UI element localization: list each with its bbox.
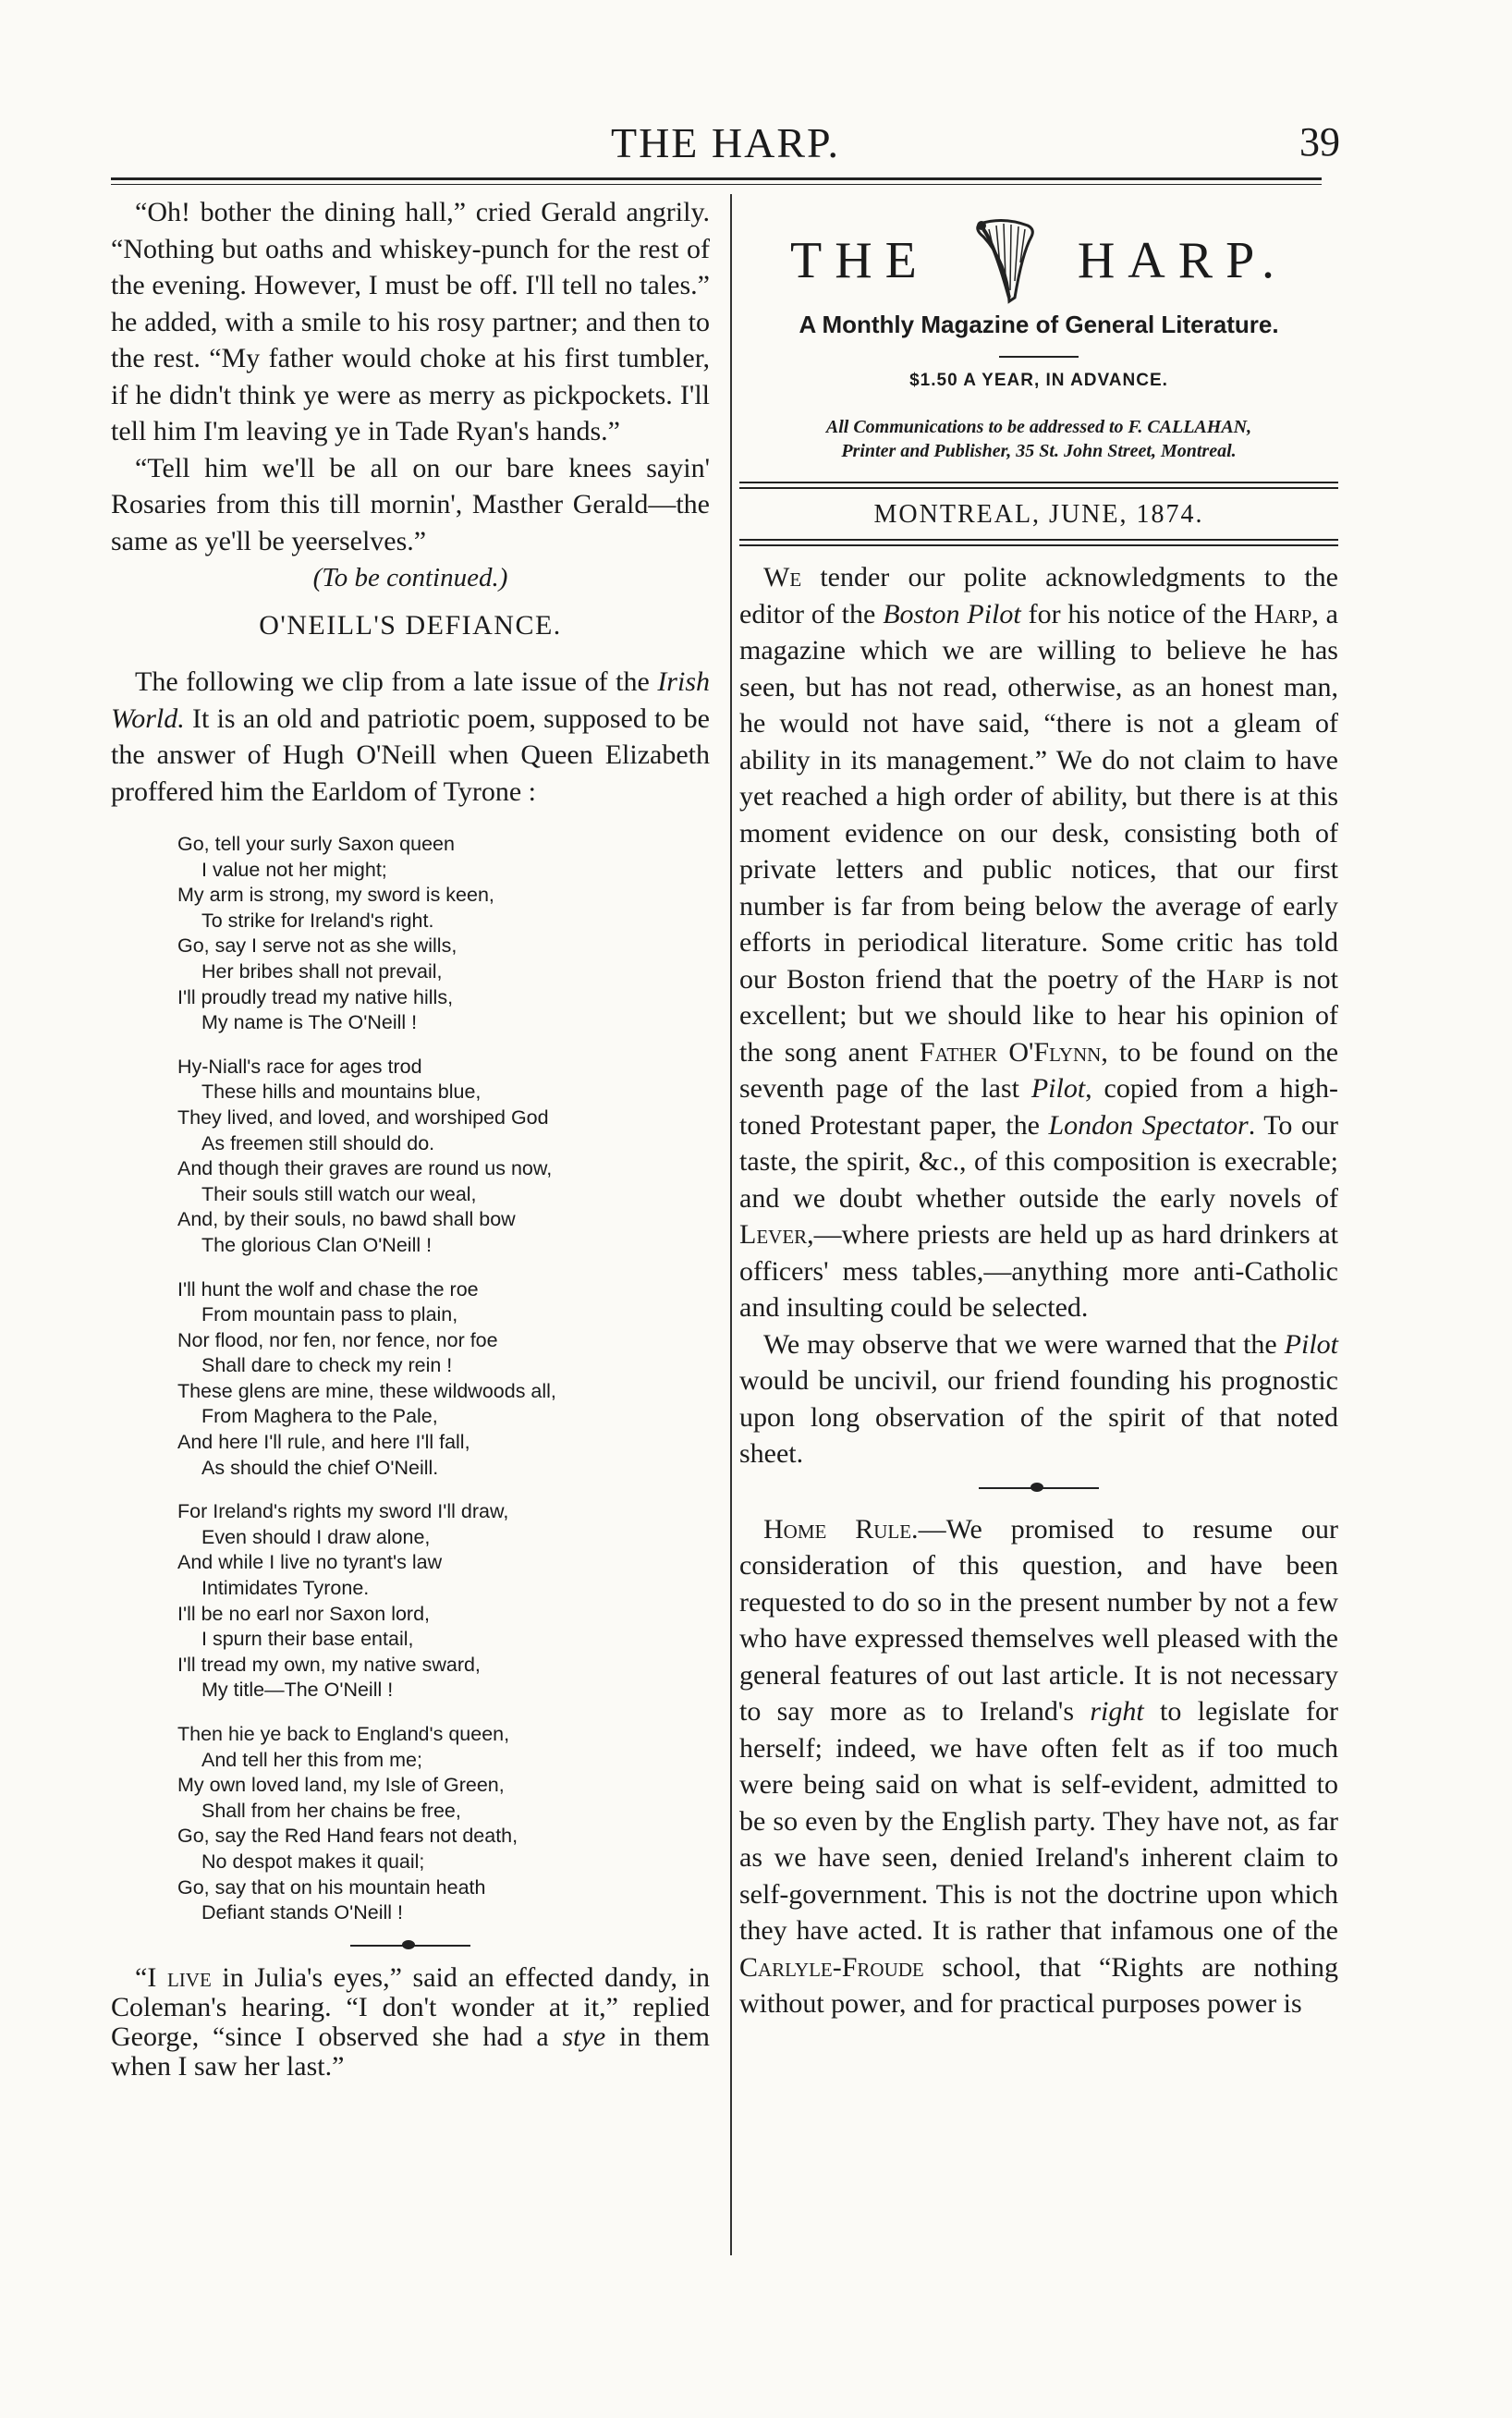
poem-line: I'll proudly tread my native hills, [177, 985, 454, 1008]
text-run: —We promised to resume our consideration of this question, and have been requested to do so in the present number by not a few who have expressed themselves well pleased with the general features of out last article. It is not necessary to say more as to Ireland's [739, 1513, 1338, 1727]
poem-line: Even should I draw alone, [201, 1525, 431, 1548]
text-run: to legislate for herself; indeed, we have often felt as if too much were being said on what is self-evident, admitted to be so even by the English party. They have not, as far as we have seen, denied Ireland's inherent claim to self-government. This is not the doctrine upon which they have acted. It is rather that infamous one of the [739, 1696, 1338, 1946]
italic-run: London Spectator [1048, 1109, 1249, 1141]
italic-run: right [1090, 1696, 1144, 1727]
to-be-continued: (To be continued.) [312, 563, 508, 592]
double-rule [739, 539, 1338, 546]
text-run: , a magazine which we are willing to believe he has seen, but has not read, otherwise, as an honest man, he would not have said, “there is not a gleam of ability in its management.” We do not claim to have yet reached a high order of ability, but there is at this moment evidence on our desk, consisting both of private letters and public notices, that our first number is far from being below the average of early efforts in periodical literature. Some critic has told our Boston friend that the poetry of the [739, 598, 1338, 995]
poem-line: Defiant stands O'Neill ! [201, 1901, 404, 1924]
ornament-divider [350, 1945, 470, 1950]
poem-line: My title—The O'Neill ! [201, 1679, 394, 1702]
poem-line: My name is The O'Neill ! [201, 1011, 418, 1034]
text-run: is not excellent; but we should like to hear his opinion of the song anent [739, 963, 1338, 1068]
address-line: Printer and Publisher, 35 St. John Street, Montreal. [841, 441, 1237, 461]
masthead-title-right: HARP. [1077, 232, 1288, 289]
home-rule-paragraph [739, 1511, 1338, 2022]
poem [177, 832, 710, 1926]
italic-run: Pilot [1030, 1073, 1086, 1104]
text-run: school, that “Rights are nothing without power, and for practical purposes power is [739, 1951, 1338, 2019]
subscription-price: $1.50 A YEAR, IN ADVANCE. [909, 371, 1168, 390]
editorial-paragraph [739, 559, 1338, 1326]
ornament-divider [979, 1487, 1099, 1493]
text-run: would be uncivil, our friend founding his prognostic upon long observation of the spirit of that noted sheet. [739, 1365, 1338, 1469]
smallcaps-run: Father O'Flynn [919, 1036, 1102, 1068]
italic-run: Pilot [1284, 1328, 1338, 1360]
anecdote-text: in them when I saw her last.” [111, 2021, 710, 2082]
poem-line: These hills and mountains blue, [201, 1081, 482, 1104]
text-run: , copied from a high-toned Protestant paper, the [739, 1073, 1338, 1141]
smallcaps-run: Harp [1206, 963, 1264, 995]
anecdote-smallcaps: live [166, 1961, 212, 1993]
poem-line: I'll hunt the wolf and chase the roe [177, 1277, 479, 1301]
poem-title: O'NEILL'S DEFIANCE. [259, 610, 562, 641]
intro-text: It is an old and patriotic poem, supposed to be the answer of Hugh O'Neill when Queen Elizabeth proffered him the Earldom of Tyrone : [111, 702, 710, 807]
smallcaps-run: Carlyle-Froude [739, 1951, 924, 1983]
poem-line: And while I live no tyrant's law [177, 1551, 443, 1574]
poem-line: I value not her might; [201, 858, 387, 881]
double-rule [739, 482, 1338, 489]
right-column [739, 194, 1338, 2022]
poem-stanza [177, 832, 710, 1036]
poem-line: Their souls still watch our weal, [201, 1182, 477, 1205]
poem-line: Go, tell your surly Saxon queen [177, 833, 455, 855]
poem-line: Go, say I serve not as she wills, [177, 934, 457, 958]
header-rule-thin [111, 184, 1322, 185]
poem-line: Go, say that on his mountain heath [177, 1875, 486, 1899]
poem-line: These glens are mine, these wildwoods all, [177, 1379, 556, 1402]
text-run: , to be found on the seventh page of the last [739, 1036, 1339, 1104]
anecdote-text: “I [135, 1961, 167, 1993]
running-header [111, 118, 1340, 174]
smallcaps-run: Lever [739, 1219, 808, 1250]
column-divider [730, 194, 732, 2255]
masthead-title-left: THE [789, 232, 930, 289]
poem-intro [111, 664, 710, 810]
italic-run: Boston Pilot [883, 598, 1021, 629]
editorial-paragraph [739, 1326, 1338, 1472]
text-run: for his notice of the [1020, 598, 1254, 629]
poem-stanza [177, 1722, 710, 1926]
poem-line: Nor flood, nor fen, nor fence, nor foe [177, 1328, 498, 1351]
masthead-title [739, 216, 1338, 305]
poem-line: I'll tread my own, my native sward, [177, 1653, 481, 1676]
poem-line: And tell her this from me; [201, 1748, 422, 1771]
poem-line: I spurn their base entail, [201, 1628, 414, 1651]
poem-line: The glorious Clan O'Neill ! [201, 1233, 433, 1256]
poem-line: From Maghera to the Pale, [201, 1405, 438, 1428]
poem-line: They lived, and loved, and worshiped God [177, 1105, 549, 1129]
lead-word: We [763, 562, 802, 592]
smallcaps-run: Harp [1253, 598, 1312, 629]
publisher-address [739, 415, 1338, 463]
short-rule [999, 356, 1079, 358]
poem-line: To strike for Ireland's right. [201, 909, 434, 932]
masthead-subtitle: A Monthly Magazine of General Literature. [799, 311, 1279, 338]
poem-line: As should the chief O'Neill. [201, 1456, 439, 1479]
poem-line: My arm is strong, my sword is keen, [177, 884, 494, 907]
harp-icon [967, 216, 1041, 305]
poem-line: Go, say the Red Hand fears not death, [177, 1825, 518, 1848]
left-column [111, 194, 710, 2082]
poem-stanza [177, 1499, 710, 1704]
poem-line: Intimidates Tyrone. [201, 1577, 370, 1600]
running-title: THE HARP. [610, 119, 841, 166]
poem-line: And here I'll rule, and here I'll fall, [177, 1431, 470, 1454]
text-run: . To our taste, the spirit, &c., of this composition is execrable; and we doubt whether outside the early novels of [739, 1109, 1338, 1214]
text-run: We may observe that we were warned that the [763, 1328, 1285, 1360]
intro-italic: Irish World. [111, 666, 710, 734]
poem-line: From mountain pass to plain, [201, 1303, 458, 1326]
poem-stanza [177, 1277, 710, 1482]
dateline: MONTREAL, JUNE, 1874. [873, 500, 1204, 529]
smallcaps-run: Home Rule. [763, 1513, 919, 1545]
poem-line: Shall dare to check my rein ! [201, 1354, 453, 1377]
story-paragraph: “Tell him we'll be all on our bare knees sayin' Rosaries from this till mornin', Masther Gerald—the same as ye'll be yeerselves.” [111, 452, 710, 556]
poem-line: And though their graves are round us now, [177, 1157, 553, 1180]
address-line: All Communications to be addressed to F. CALLAHAN, [825, 417, 1252, 437]
poem-line: Her bribes shall not prevail, [201, 959, 443, 983]
poem-line: For Ireland's rights my sword I'll draw, [177, 1500, 509, 1523]
text-run: ,—where priests are held up as hard drinkers at officers' mess tables,—anything more anti-Catholic and insulting could be selected. [739, 1219, 1338, 1323]
anecdote-italic: stye [562, 2021, 606, 2052]
header-rule [111, 177, 1322, 180]
anecdote-text: in Julia's eyes,” said an effected dandy, in Coleman's hearing. “I don't wonder at it,” replied George, “since I observed she had a [111, 1961, 710, 2052]
masthead [739, 216, 1338, 463]
story-paragraph: “Oh! bother the dining hall,” cried Gerald angrily. “Nothing but oaths and whiskey-punch for the rest of the evening. However, I must be off. I'll tell no tales.” he added, with a smile to his rosy partner; and then to the rest. “My father would choke at his first tumbler, if he didn't think ye were as merry as pickpockets. I'll tell him I'm leaving ye in Tade Ryan's hands.” [111, 197, 710, 446]
text-run: tender our polite acknowledgments to the editor of the [739, 562, 1338, 629]
poem-line: Then hie ye back to England's queen, [177, 1723, 510, 1745]
poem-line: No despot makes it quail; [201, 1850, 425, 1873]
poem-line: As freemen still should do. [201, 1131, 435, 1154]
poem-stanza [177, 1055, 710, 1259]
poem-line: I'll be no earl nor Saxon lord, [177, 1602, 431, 1625]
poem-line: My own loved land, my Isle of Green, [177, 1774, 505, 1797]
anecdote [111, 1963, 710, 2082]
poem-line: And, by their souls, no bawd shall bow [177, 1208, 516, 1231]
page-number: 39 [1299, 119, 1340, 165]
poem-line: Shall from her chains be free, [201, 1799, 461, 1822]
poem-line: Hy-Niall's race for ages trod [177, 1055, 422, 1078]
intro-text: The following we clip from a late issue of the [135, 666, 658, 697]
